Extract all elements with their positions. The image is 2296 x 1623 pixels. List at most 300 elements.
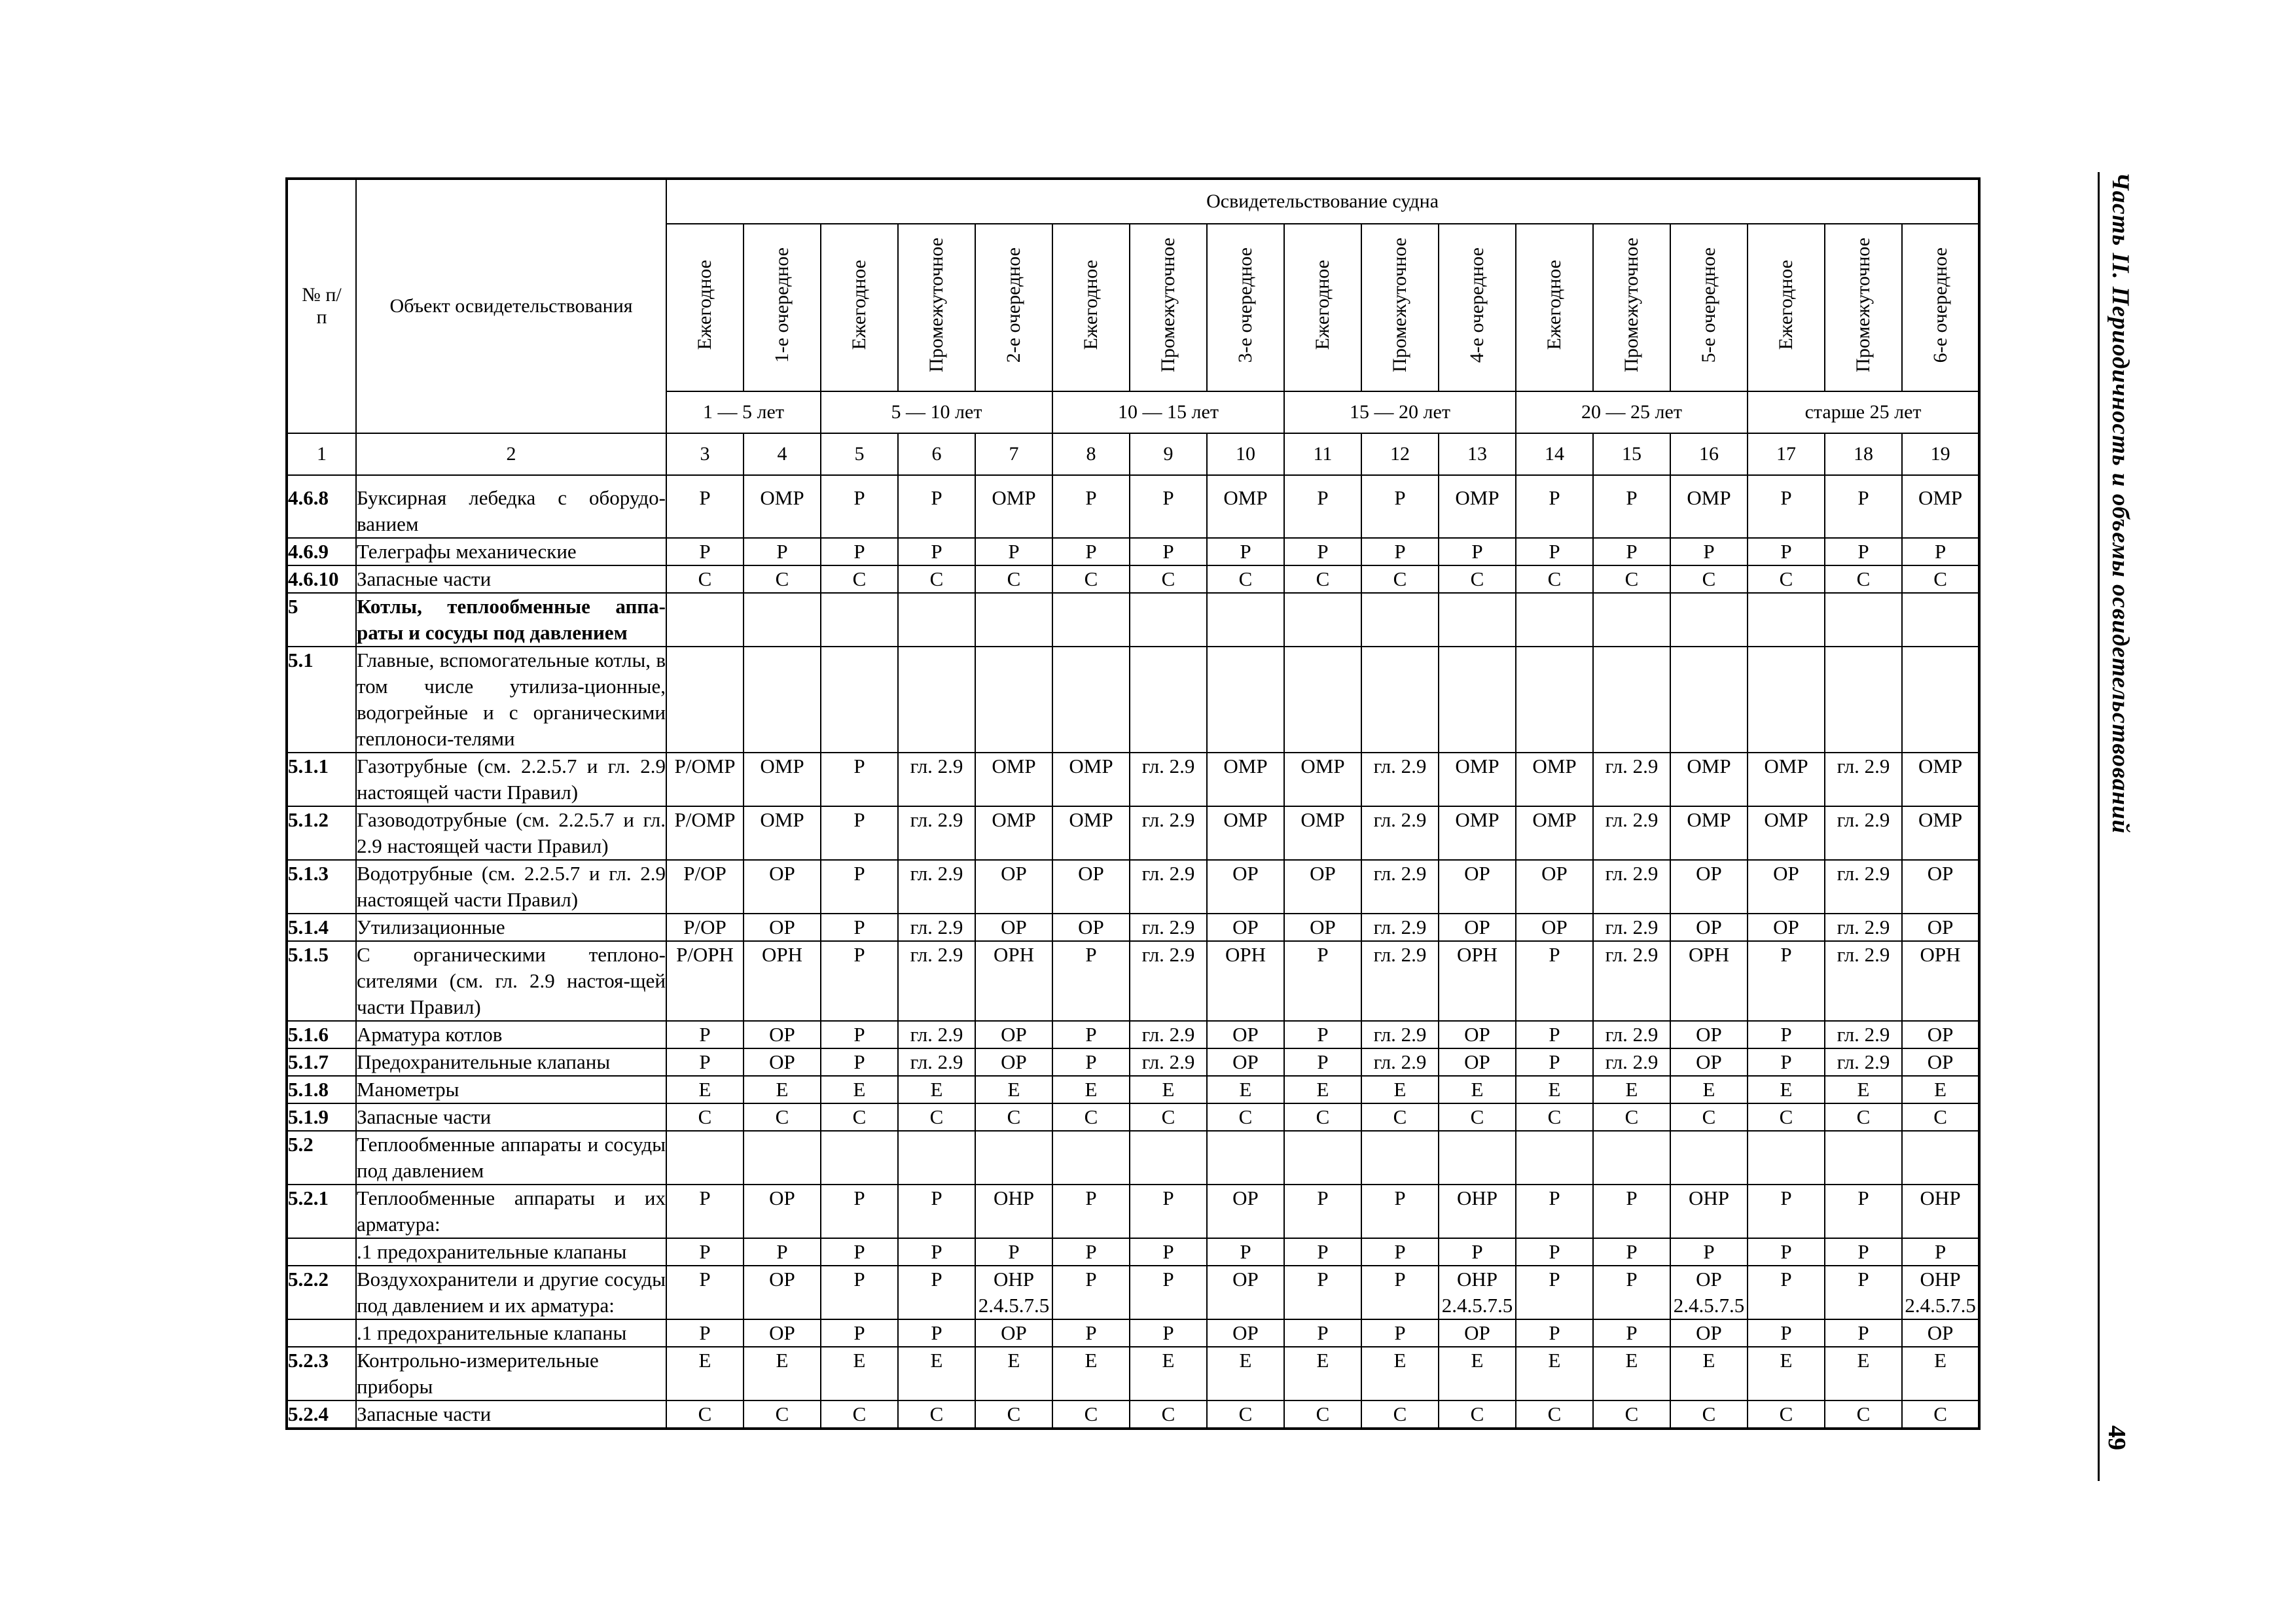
row-value-cell: Р — [1748, 1021, 1825, 1048]
row-value-cell: ОР — [1284, 914, 1361, 941]
header-column-number: 16 — [1670, 433, 1748, 475]
row-value-cell: гл. 2.9 — [1130, 914, 1207, 941]
row-value-cell: С — [744, 1400, 821, 1429]
row-value-cell: ОМР — [1748, 753, 1825, 806]
row-value-cell: Р/ОР — [666, 860, 744, 914]
row-value-cell: ОНР — [1902, 1185, 1979, 1238]
row-value-cell: Е — [1361, 1076, 1439, 1103]
row-value-cell: С — [1670, 1103, 1748, 1131]
row-value-cell: Р — [898, 1238, 975, 1266]
header-age-group: 15 — 20 лет — [1284, 391, 1516, 433]
row-value-cell — [1670, 1266, 1748, 1319]
running-head — [2098, 172, 2145, 1481]
row-number: 4.6.9 — [287, 538, 356, 565]
header-survey-type-label: Ежегодное — [1543, 260, 1565, 350]
row-value-cell: Р — [666, 1319, 744, 1347]
row-value-cell: ОР — [1439, 1048, 1516, 1076]
table-row — [287, 914, 1979, 941]
table-row — [287, 565, 1979, 593]
row-value-cell: Р — [1670, 538, 1748, 565]
row-value-cell: Р — [975, 538, 1052, 565]
row-value-cell: Р — [1130, 1238, 1207, 1266]
row-value-cell — [1825, 593, 1902, 647]
row-value-cell: Р — [821, 941, 898, 1021]
row-value-cell: ОР — [1439, 914, 1516, 941]
row-value-cell: Р — [821, 914, 898, 941]
header-column-number: 2 — [356, 433, 666, 475]
header-survey-type — [1284, 224, 1361, 391]
row-value-cell: ОМР — [1748, 806, 1825, 860]
row-value-cell: Р — [1748, 475, 1825, 538]
row-value-cell: гл. 2.9 — [1825, 941, 1902, 1021]
row-value-cell: Р — [1361, 1238, 1439, 1266]
row-value-cell: Р — [666, 1048, 744, 1076]
row-value-cell: С — [1825, 1400, 1902, 1429]
row-value-cell: Е — [1748, 1347, 1825, 1400]
row-object: Запасные части — [356, 565, 666, 593]
row-value-cell — [1670, 1131, 1748, 1185]
header-survey-type-label: Промежуточное — [1389, 238, 1410, 372]
header-column-number: 1 — [287, 433, 356, 475]
row-value-cell: Е — [1902, 1076, 1979, 1103]
row-value-cell: гл. 2.9 — [1825, 806, 1902, 860]
row-value-cell: Е — [1748, 1076, 1825, 1103]
table-row — [287, 1319, 1979, 1347]
row-value-cell: Е — [1439, 1076, 1516, 1103]
row-value-cell — [1439, 593, 1516, 647]
table-row — [287, 538, 1979, 565]
row-value-cell: гл. 2.9 — [1825, 753, 1902, 806]
row-value-cell: гл. 2.9 — [898, 914, 975, 941]
row-value-cell: Р — [1207, 1238, 1284, 1266]
row-value-cell: ОМР — [1670, 753, 1748, 806]
row-value-cell: С — [1284, 1400, 1361, 1429]
row-object: .1 предохранительные клапаны — [356, 1319, 666, 1347]
row-value-cell: ОМР — [1439, 806, 1516, 860]
row-value-cell: Р — [1361, 538, 1439, 565]
row-object: Водотрубные (см. 2.2.5.7 и гл. 2.9 настоящей части Правил) — [356, 860, 666, 914]
row-value-cell: ОР — [1439, 1319, 1516, 1347]
row-value-cell: Р — [1130, 1185, 1207, 1238]
row-value-cell — [1902, 593, 1979, 647]
row-value-cell: Е — [821, 1347, 898, 1400]
row-value-cell: Р — [1516, 475, 1593, 538]
row-value-cell: ОР — [744, 1319, 821, 1347]
table-row — [287, 1347, 1979, 1400]
header-survey-type — [1748, 224, 1825, 391]
row-value-cell: ОР — [1902, 1319, 1979, 1347]
row-value-cell — [1361, 647, 1439, 753]
row-value-cell — [821, 647, 898, 753]
row-value-cell — [1284, 1131, 1361, 1185]
row-value-cell: Е — [1052, 1076, 1130, 1103]
table-row — [287, 593, 1979, 647]
table-row — [287, 753, 1979, 806]
row-value-cell: Р — [1902, 538, 1979, 565]
row-value-cell: ОНР — [975, 1185, 1052, 1238]
row-value-cell — [1361, 1131, 1439, 1185]
row-value-cell: ОНР — [1439, 1185, 1516, 1238]
row-value-cell — [1670, 647, 1748, 753]
row-value-cell: ОР — [1748, 914, 1825, 941]
header-column-number: 7 — [975, 433, 1052, 475]
table-row — [287, 1076, 1979, 1103]
row-value-cell — [1130, 647, 1207, 753]
header-age-group: 10 — 15 лет — [1052, 391, 1284, 433]
header-survey-type-label: 6-е очередное — [1929, 247, 1951, 363]
row-value-cell: Р — [821, 1048, 898, 1076]
row-value-cell: Е — [1207, 1347, 1284, 1400]
row-value-cell: С — [975, 565, 1052, 593]
row-value-cell: С — [1207, 1400, 1284, 1429]
row-value-cell: С — [1748, 1400, 1825, 1429]
table-row — [287, 1048, 1979, 1076]
row-value-cell: Р — [666, 475, 744, 538]
row-value-cell: С — [1825, 1103, 1902, 1131]
row-value-cell — [1052, 593, 1130, 647]
header-survey-type-label: Ежегодное — [694, 260, 715, 350]
row-number: 5.2.3 — [287, 1347, 356, 1400]
header-col-no: № п/п — [287, 179, 356, 433]
row-value-cell: С — [1748, 1103, 1825, 1131]
table-row — [287, 1131, 1979, 1185]
row-value-cell: ОМР — [975, 475, 1052, 538]
row-value-cell: ОР — [744, 914, 821, 941]
row-value-cell: Е — [1207, 1076, 1284, 1103]
row-value-cell — [1130, 593, 1207, 647]
row-value-cell: ОРН — [1207, 941, 1284, 1021]
row-value-cell: С — [1825, 565, 1902, 593]
row-object: Манометры — [356, 1076, 666, 1103]
row-value-cell: Р — [1052, 538, 1130, 565]
row-number: 5 — [287, 593, 356, 647]
row-value-cell: гл. 2.9 — [1130, 753, 1207, 806]
row-value-cell: ОР — [975, 1048, 1052, 1076]
row-number: 5.1 — [287, 647, 356, 753]
row-value-cell: ОР — [1207, 914, 1284, 941]
row-value-cell: ОР — [975, 860, 1052, 914]
header-column-number: 17 — [1748, 433, 1825, 475]
row-number: 5.1.9 — [287, 1103, 356, 1131]
row-value-cell — [975, 593, 1052, 647]
row-value-cell: С — [975, 1400, 1052, 1429]
row-value-cell: ОМР — [1516, 753, 1593, 806]
row-number: 5.1.4 — [287, 914, 356, 941]
row-value-cell: Р — [1361, 1185, 1439, 1238]
row-value-cell: ОМР — [1052, 806, 1130, 860]
row-value-cell: ОР — [1207, 1048, 1284, 1076]
row-value-cell: Р — [821, 1185, 898, 1238]
header-survey-type-label: Промежуточное — [1157, 238, 1179, 372]
row-value-cell: Р — [1284, 1266, 1361, 1319]
header-survey-type — [1052, 224, 1130, 391]
row-value-cell: Р — [821, 860, 898, 914]
row-value-cell — [1902, 1266, 1979, 1319]
table-row — [287, 1185, 1979, 1238]
row-value-cell: Е — [1516, 1347, 1593, 1400]
row-value-cell: С — [1052, 1400, 1130, 1429]
row-value-cell — [666, 647, 744, 753]
row-value-cell: Е — [898, 1347, 975, 1400]
row-value-cell: ОМР — [975, 806, 1052, 860]
row-value-cell: ОМР — [1516, 806, 1593, 860]
row-value-cell: Р — [1052, 1319, 1130, 1347]
row-value-cell: ОНР — [1670, 1185, 1748, 1238]
table-row — [287, 1400, 1979, 1429]
row-value-cell: Р — [666, 1266, 744, 1319]
row-value-cell: ОМР — [1670, 475, 1748, 538]
row-value-cell: Е — [821, 1076, 898, 1103]
row-value-cell: Е — [1130, 1076, 1207, 1103]
row-value-cell — [1284, 593, 1361, 647]
row-value-cell: ОМР — [1902, 475, 1979, 538]
value-code: ОНР — [1920, 1268, 1961, 1291]
row-object: Запасные части — [356, 1103, 666, 1131]
row-value-cell — [1439, 1131, 1516, 1185]
row-value-cell: гл. 2.9 — [898, 806, 975, 860]
row-value-cell: ОР — [1439, 1021, 1516, 1048]
row-value-cell: Р — [1130, 538, 1207, 565]
row-value-cell: Р — [1284, 538, 1361, 565]
row-value-cell: Р — [1130, 475, 1207, 538]
row-value-cell: С — [1593, 565, 1670, 593]
row-value-cell: ОР — [975, 1319, 1052, 1347]
header-survey-type — [1670, 224, 1748, 391]
row-value-cell: ОМР — [1902, 753, 1979, 806]
row-value-cell: С — [898, 1400, 975, 1429]
row-value-cell — [821, 1131, 898, 1185]
row-value-cell: Р — [1516, 941, 1593, 1021]
header-age-group: 5 — 10 лет — [821, 391, 1052, 433]
row-value-cell: Р — [821, 806, 898, 860]
row-value-cell: Р — [1516, 1185, 1593, 1238]
row-value-cell: С — [1284, 565, 1361, 593]
row-value-cell: ОР — [744, 1185, 821, 1238]
row-value-cell: С — [821, 565, 898, 593]
header-column-number: 10 — [1207, 433, 1284, 475]
row-value-cell: Р — [821, 1319, 898, 1347]
row-value-cell: Р/ОР — [666, 914, 744, 941]
row-value-cell: С — [1052, 565, 1130, 593]
row-value-cell: С — [1361, 565, 1439, 593]
row-value-cell: ОМР — [1284, 753, 1361, 806]
row-value-cell: С — [898, 1103, 975, 1131]
value-reference: 2.4.5.7.5 — [1905, 1294, 1976, 1317]
row-value-cell — [975, 1266, 1052, 1319]
row-value-cell: ОР — [1439, 860, 1516, 914]
row-value-cell: Р — [1052, 1185, 1130, 1238]
header-column-number: 15 — [1593, 433, 1670, 475]
row-value-cell: ОМР — [1207, 475, 1284, 538]
row-value-cell: ОР — [744, 860, 821, 914]
row-value-cell: гл. 2.9 — [1130, 941, 1207, 1021]
value-code: ОНР — [993, 1268, 1034, 1291]
row-value-cell: Р — [898, 1185, 975, 1238]
row-value-cell: Е — [744, 1076, 821, 1103]
row-value-cell: С — [1439, 1400, 1516, 1429]
value-reference: 2.4.5.7.5 — [1673, 1294, 1745, 1317]
row-value-cell: ОР — [1748, 860, 1825, 914]
row-value-cell: Р — [744, 1238, 821, 1266]
value-code: ОНР — [1456, 1268, 1498, 1291]
value-reference: 2.4.5.7.5 — [978, 1294, 1050, 1317]
row-value-cell: Р — [1516, 538, 1593, 565]
row-value-cell: Р/ОРН — [666, 941, 744, 1021]
row-value-cell: Е — [1825, 1076, 1902, 1103]
row-value-cell: Е — [666, 1347, 744, 1400]
row-value-cell: Р — [1825, 1319, 1902, 1347]
header-survey-type — [1516, 224, 1593, 391]
row-value-cell: Р — [1593, 1238, 1670, 1266]
header-column-number: 11 — [1284, 433, 1361, 475]
row-object: Теплообменные аппараты и сосуды под давлением — [356, 1131, 666, 1185]
row-number: 5.1.2 — [287, 806, 356, 860]
row-value-cell: Р — [1052, 475, 1130, 538]
row-object: Арматура котлов — [356, 1021, 666, 1048]
row-value-cell — [1439, 647, 1516, 753]
row-object: Газоводотрубные (см. 2.2.5.7 и гл. 2.9 настоящей части Правил) — [356, 806, 666, 860]
row-value-cell: Р — [666, 538, 744, 565]
header-column-number: 19 — [1902, 433, 1979, 475]
row-value-cell: С — [1902, 565, 1979, 593]
row-value-cell: ОР — [1516, 860, 1593, 914]
row-object: Воздухохранители и другие сосуды под давлением и их арматура: — [356, 1266, 666, 1319]
row-number: 5.1.5 — [287, 941, 356, 1021]
row-value-cell: ОР — [744, 1048, 821, 1076]
row-value-cell: Е — [1593, 1347, 1670, 1400]
row-number: 4.6.8 — [287, 475, 356, 538]
row-value-cell: Р — [821, 538, 898, 565]
row-value-cell: ОР — [1516, 914, 1593, 941]
row-value-cell: гл. 2.9 — [1130, 860, 1207, 914]
row-value-cell: С — [1130, 1400, 1207, 1429]
row-value-cell — [898, 593, 975, 647]
header-column-number: 18 — [1825, 433, 1902, 475]
row-value-cell: Е — [1670, 1076, 1748, 1103]
row-value-cell: Р — [1748, 1238, 1825, 1266]
row-value-cell: гл. 2.9 — [1361, 1021, 1439, 1048]
row-value-cell: ОМР — [1284, 806, 1361, 860]
row-value-cell: Р — [1593, 1319, 1670, 1347]
row-value-cell: Р — [1748, 1319, 1825, 1347]
row-value-cell — [1593, 1131, 1670, 1185]
table-row — [287, 806, 1979, 860]
row-number: 5.1.6 — [287, 1021, 356, 1048]
row-value-cell — [1825, 1131, 1902, 1185]
row-value-cell: С — [666, 1103, 744, 1131]
row-value-cell: С — [1902, 1400, 1979, 1429]
row-value-cell: С — [1284, 1103, 1361, 1131]
row-value-cell: Р/ОМР — [666, 806, 744, 860]
row-value-cell: Р — [666, 1185, 744, 1238]
row-value-cell: Е — [1825, 1347, 1902, 1400]
value-reference: 2.4.5.7.5 — [1441, 1294, 1513, 1317]
row-value-cell — [1825, 647, 1902, 753]
table-row — [287, 1266, 1979, 1319]
row-value-cell: ОР — [744, 1021, 821, 1048]
header-survey-type — [1361, 224, 1439, 391]
row-value-cell: С — [666, 1400, 744, 1429]
row-value-cell: Р — [898, 475, 975, 538]
row-value-cell: ОМР — [1670, 806, 1748, 860]
row-value-cell: С — [975, 1103, 1052, 1131]
row-number: 5.2.1 — [287, 1185, 356, 1238]
row-object: Телеграфы механические — [356, 538, 666, 565]
row-value-cell: С — [744, 565, 821, 593]
row-value-cell: ОР — [1207, 1319, 1284, 1347]
row-value-cell: ОР — [975, 1021, 1052, 1048]
table-row — [287, 1103, 1979, 1131]
row-value-cell: гл. 2.9 — [1361, 806, 1439, 860]
row-value-cell: ОР — [975, 914, 1052, 941]
row-value-cell — [898, 1131, 975, 1185]
row-value-cell — [1902, 647, 1979, 753]
row-value-cell — [1207, 593, 1284, 647]
row-value-cell: гл. 2.9 — [1593, 860, 1670, 914]
row-value-cell: ОР — [1902, 1021, 1979, 1048]
table-row — [287, 860, 1979, 914]
header-survey-type-label: Ежегодное — [1775, 260, 1797, 350]
row-value-cell: Е — [975, 1076, 1052, 1103]
header-survey-type-label: 2-е очередное — [1003, 247, 1024, 363]
row-value-cell: гл. 2.9 — [1361, 860, 1439, 914]
row-value-cell: ОМР — [1207, 806, 1284, 860]
header-survey-type — [1593, 224, 1670, 391]
row-value-cell: ОР — [1207, 1021, 1284, 1048]
row-value-cell: гл. 2.9 — [1825, 914, 1902, 941]
row-object: С органическими теплоно-сителями (см. гл. 2.9 настоя-щей части Правил) — [356, 941, 666, 1021]
row-value-cell: Р — [1825, 1266, 1902, 1319]
row-value-cell: Р — [1516, 1048, 1593, 1076]
row-value-cell: ОМР — [975, 753, 1052, 806]
row-value-cell: Р — [821, 1021, 898, 1048]
row-value-cell: Р — [1748, 1185, 1825, 1238]
header-col-object: Объект освидетельствования — [356, 179, 666, 433]
row-value-cell: ОРН — [975, 941, 1052, 1021]
row-value-cell: Р — [1284, 1319, 1361, 1347]
header-survey-type-label: Ежегодное — [1080, 260, 1102, 350]
row-value-cell: Е — [975, 1347, 1052, 1400]
row-value-cell — [1670, 593, 1748, 647]
row-value-cell — [666, 593, 744, 647]
row-value-cell: С — [898, 565, 975, 593]
row-value-cell: Е — [1361, 1347, 1439, 1400]
row-value-cell: С — [821, 1103, 898, 1131]
row-value-cell: Р — [744, 538, 821, 565]
row-value-cell: С — [1439, 565, 1516, 593]
row-value-cell: гл. 2.9 — [1361, 1048, 1439, 1076]
row-value-cell: Р — [1284, 1048, 1361, 1076]
row-number: 5.2.2 — [287, 1266, 356, 1319]
row-object: Котлы, теплообменные аппа-раты и сосуды под давлением — [356, 593, 666, 647]
table-body — [287, 475, 1979, 1429]
row-value-cell: Р — [1284, 1185, 1361, 1238]
row-number: 5.2 — [287, 1131, 356, 1185]
row-object: Запасные части — [356, 1400, 666, 1429]
row-value-cell: С — [1670, 1400, 1748, 1429]
row-value-cell: С — [1670, 565, 1748, 593]
row-value-cell: гл. 2.9 — [1361, 941, 1439, 1021]
row-value-cell — [1748, 647, 1825, 753]
row-object: Предохранительные клапаны — [356, 1048, 666, 1076]
row-value-cell: Р — [1593, 1185, 1670, 1238]
row-value-cell: Р — [898, 1319, 975, 1347]
survey-table — [285, 177, 1981, 1430]
header-survey-type — [1825, 224, 1902, 391]
row-value-cell: С — [1052, 1103, 1130, 1131]
row-value-cell: С — [1516, 565, 1593, 593]
row-number — [287, 1238, 356, 1266]
